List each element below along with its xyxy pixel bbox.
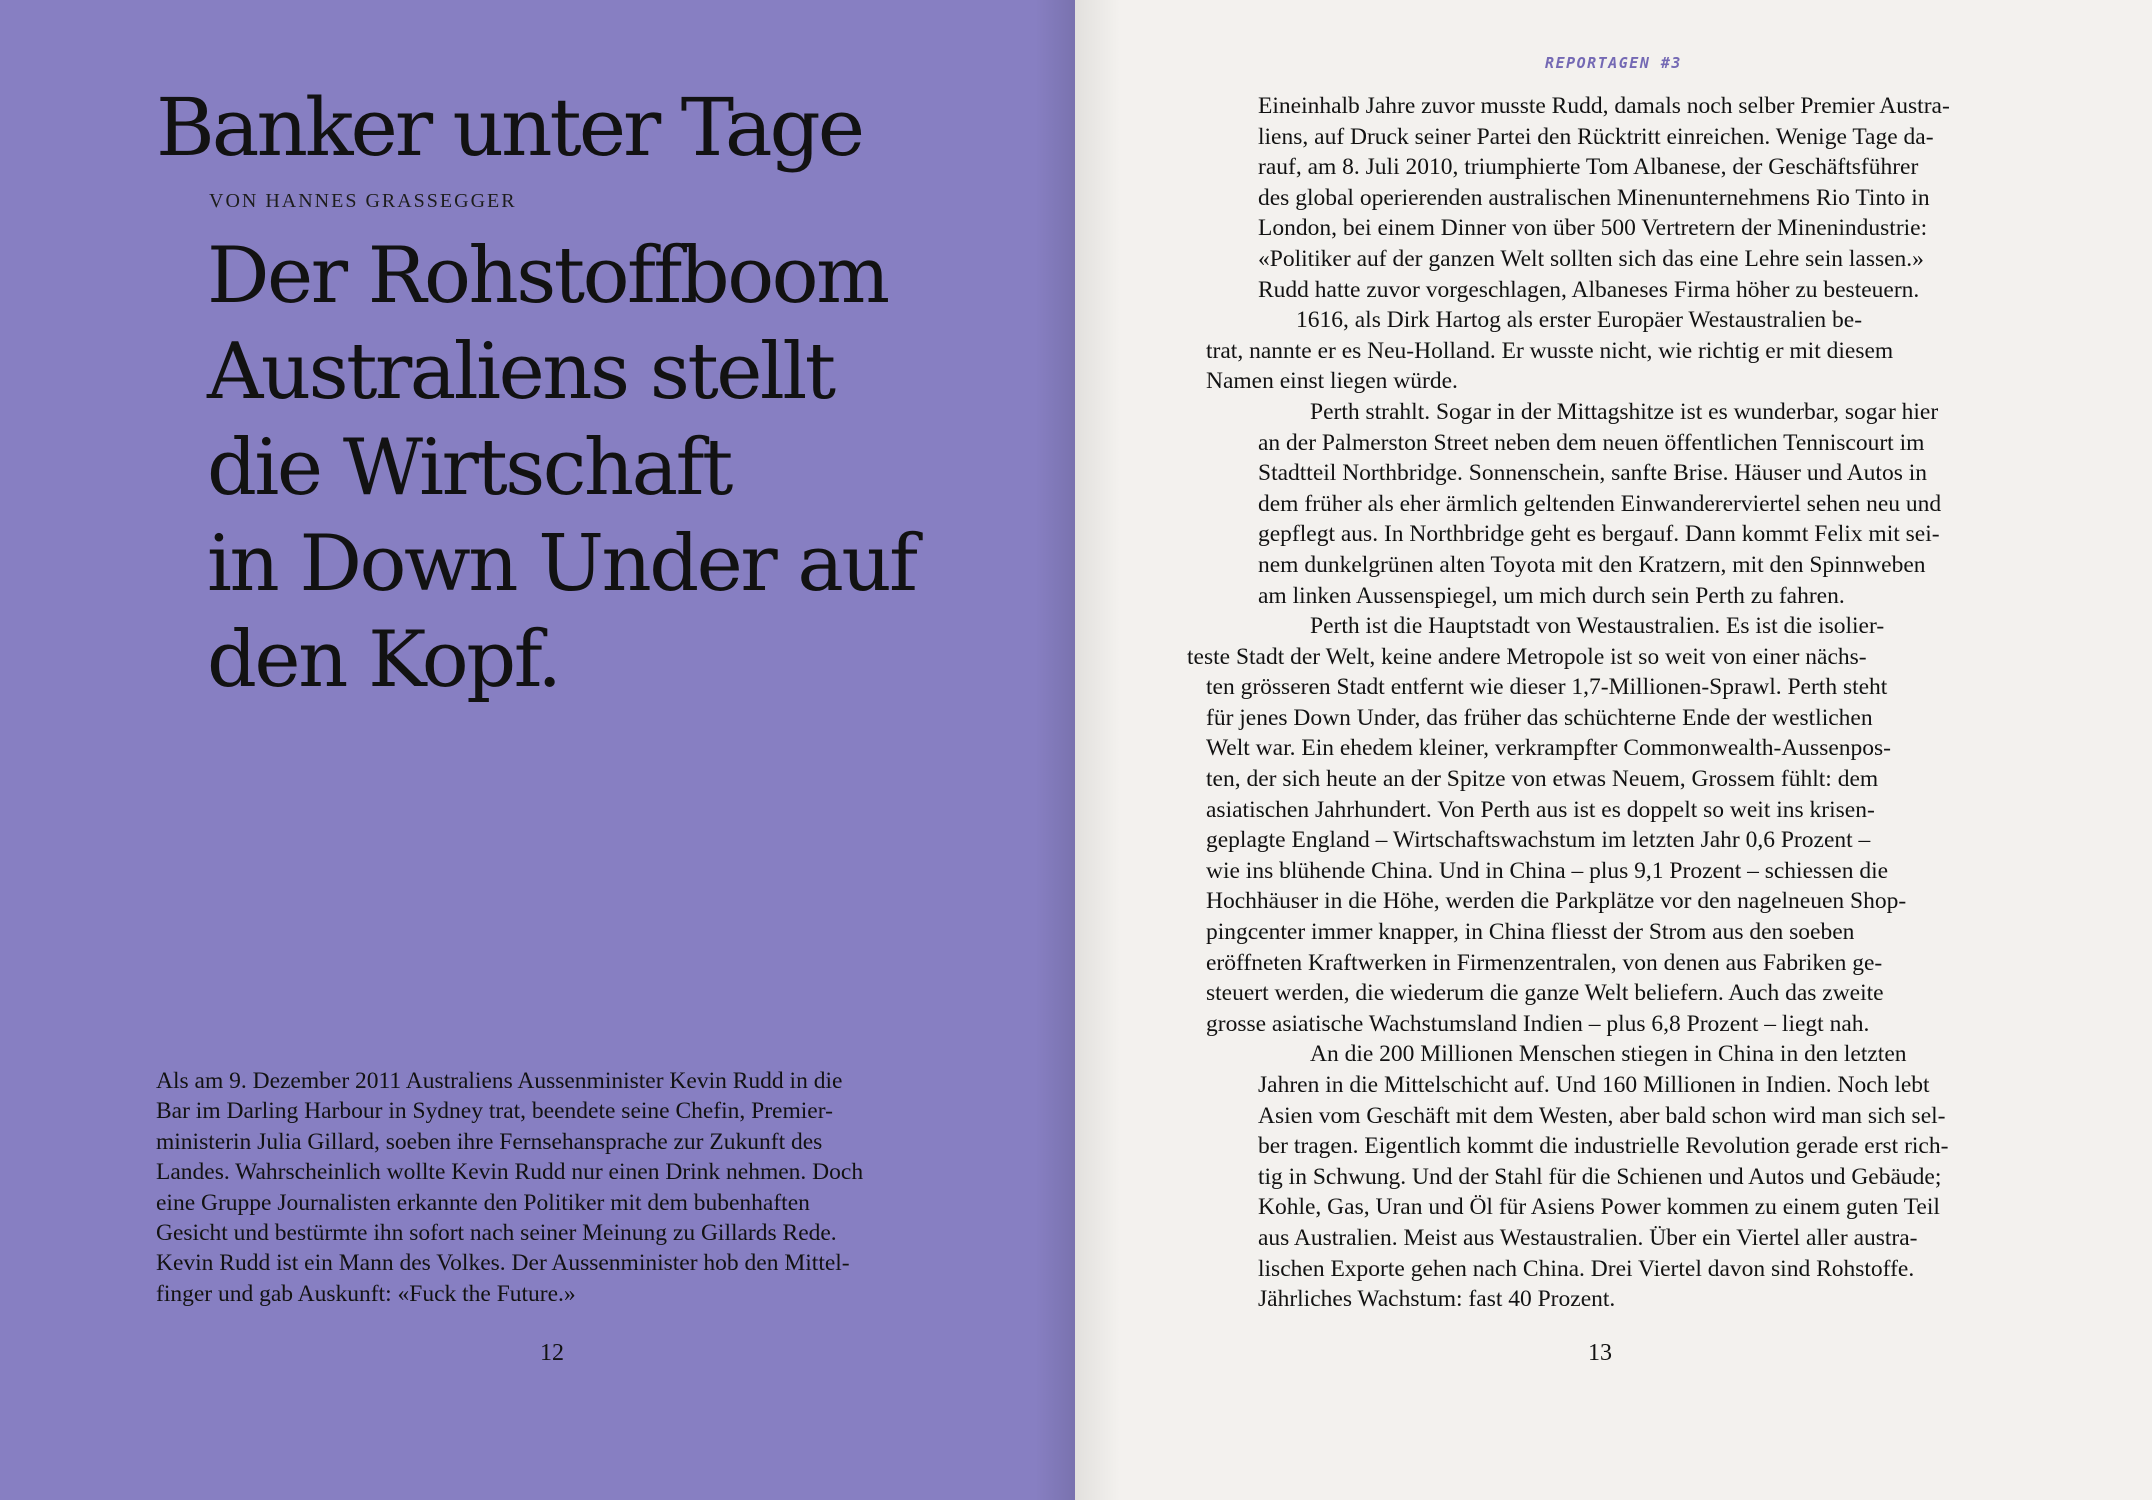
page-number-right: 13 <box>1588 1340 1612 1366</box>
lead-line: in Down Under auf <box>207 519 916 609</box>
body-line: teste Stadt der Welt, keine andere Metropole ist so weit von einer nächs- <box>1187 643 1867 670</box>
lead-line: den Kopf. <box>207 615 560 705</box>
lead-line: Der Rohstoffboom <box>207 231 888 321</box>
intro-line: eine Gruppe Journalisten erkannte den Politiker mit dem bubenhaften <box>156 1189 810 1216</box>
body-line: steuert werden, die wiederum die ganze Welt beliefern. Auch das zweite <box>1206 980 1884 1007</box>
body-line: geplagte England – Wirtschaftswachstum im letzten Jahr 0,6 Prozent – <box>1206 827 1871 854</box>
body-line: asiatischen Jahrhundert. Von Perth aus ist es doppelt so weit ins krisen- <box>1206 796 1875 823</box>
body-line: ten grösseren Stadt entfernt wie dieser 1,7-Millionen-Sprawl. Perth steht <box>1206 674 1888 701</box>
intro-line: Als am 9. Dezember 2011 Australiens Aussenminister Kevin Rudd in die <box>156 1068 843 1094</box>
body-line: rauf, am 8. Juli 2010, triumphierte Tom Albanese, der Geschäftsführer <box>1258 154 1919 181</box>
body-line: Perth ist die Hauptstadt von Westaustralien. Es ist die isolier- <box>1310 613 1885 640</box>
body-line: lischen Exporte gehen nach China. Drei Viertel davon sind Rohstoffe. <box>1258 1255 1915 1282</box>
body-line: 1616, als Dirk Hartog als erster Europäer Westaustralien be- <box>1296 307 1863 334</box>
intro-line: Landes. Wahrscheinlich wollte Kevin Rudd nur einen Drink nehmen. Doch <box>156 1159 864 1186</box>
body-line: gepflegt aus. In Northbridge geht es bergauf. Dann kommt Felix mit sei- <box>1258 521 1940 548</box>
body-line: ber tragen. Eigentlich kommt die industrielle Revolution gerade erst rich- <box>1258 1133 1949 1160</box>
body-line: wie ins blühende China. Und in China – plus 9,1 Prozent – schiessen die <box>1206 857 1889 884</box>
body-line: nem dunkelgrünen alten Toyota mit den Kratzern, mit den Spinnweben <box>1258 551 1926 578</box>
body-line: aus Australien. Meist aus Westaustralien. Über ein Viertel aller austra- <box>1258 1224 1918 1251</box>
intro-line: Gesicht und bestürmte ihn sofort nach seiner Meinung zu Gillards Rede. <box>156 1220 837 1247</box>
body-line: eröffneten Kraftwerken in Firmenzentralen, von denen aus Fabriken ge- <box>1206 949 1883 976</box>
body-line: «Politiker auf der ganzen Welt sollten sich das eine Lehre sein lassen.» <box>1258 245 1924 272</box>
body-line: trat, nannte er es Neu-Holland. Er wusste nicht, wie richtig er mit diesem <box>1206 337 1894 364</box>
gutter-shadow <box>1035 0 1075 1500</box>
intro-line: Kevin Rudd ist ein Mann des Volkes. Der Aussenminister hob den Mittel- <box>156 1250 850 1277</box>
running-head: REPORTAGEN #3 <box>1545 54 1682 72</box>
body-line: London, bei einem Dinner von über 500 Vertretern der Minenindustrie: <box>1258 215 1928 242</box>
body-line: an der Palmerston Street neben dem neuen öffentlichen Tenniscourt im <box>1258 429 1925 456</box>
body-line: Welt war. Ein ehedem kleiner, verkrampfter Commonwealth-Aussenpos- <box>1206 735 1891 762</box>
body-line: liens, auf Druck seiner Partei den Rücktritt einreichen. Wenige Tage da- <box>1258 123 1934 150</box>
body-line: Eineinhalb Jahre zuvor musste Rudd, damals noch selber Premier Austra- <box>1258 93 1950 119</box>
body-line: grosse asiatische Wachstumsland Indien – plus 6,8 Prozent – liegt nah. <box>1206 1010 1870 1037</box>
body-line: dem früher als eher ärmlich geltenden Einwandererviertel sehen neu und <box>1258 490 1942 517</box>
body-line: Kohle, Gas, Uran und Öl für Asiens Power kommen zu einem guten Teil <box>1258 1194 1940 1221</box>
body-line: An die 200 Millionen Menschen stiegen in China in den letzten <box>1310 1041 1907 1068</box>
body-line: Stadtteil Northbridge. Sonnenschein, sanfte Brise. Häuser und Autos in <box>1258 460 1927 487</box>
byline: VON HANNES GRASSEGGER <box>209 190 517 212</box>
intro-line: ministerin Julia Gillard, soeben ihre Fernsehansprache zur Zukunft des <box>156 1128 823 1155</box>
lead-line: Australiens stellt <box>207 327 834 417</box>
body-line: Namen einst liegen würde. <box>1206 368 1458 395</box>
body-line: des global operierenden australischen Minenunternehmens Rio Tinto in <box>1258 184 1930 211</box>
body-line: Rudd hatte zuvor vorgeschlagen, Albaneses Firma höher zu besteuern. <box>1258 276 1920 303</box>
body-line: Asien vom Geschäft mit dem Westen, aber bald schon wird man sich sel- <box>1258 1102 1946 1129</box>
article-title: Banker unter Tage <box>156 81 863 174</box>
article-body <box>1075 91 2152 1315</box>
lead-line: die Wirtschaft <box>207 423 731 513</box>
body-line: für jenes Down Under, das früher das schüchterne Ende der westlichen <box>1206 704 1873 731</box>
left-page <box>0 0 1075 1500</box>
body-line: Perth strahlt. Sogar in der Mittagshitze ist es wunderbar, sogar hier <box>1310 398 1939 425</box>
page-number-left: 12 <box>540 1340 564 1366</box>
article-lead <box>207 228 987 708</box>
body-line: am linken Aussenspiegel, um mich durch sein Perth zu fahren. <box>1258 582 1845 609</box>
body-line: ten, der sich heute an der Spitze von etwas Neuem, Grossem fühlt: dem <box>1206 766 1879 793</box>
right-page <box>1075 0 2152 1500</box>
intro-paragraph <box>156 1066 916 1309</box>
body-line: Hochhäuser in die Höhe, werden die Parkplätze vor den nagelneuen Shop- <box>1206 888 1907 915</box>
intro-line: Bar im Darling Harbour in Sydney trat, beendete seine Chefin, Premier- <box>156 1098 833 1125</box>
body-line: tig in Schwung. Und der Stahl für die Schienen und Autos und Gebäude; <box>1258 1163 1942 1190</box>
intro-line: finger und gab Auskunft: «Fuck the Future.» <box>156 1280 576 1307</box>
body-line: Jahren in die Mittelschicht auf. Und 160 Millionen in Indien. Noch lebt <box>1258 1072 1930 1098</box>
body-line: Jährliches Wachstum: fast 40 Prozent. <box>1258 1286 1616 1313</box>
body-line: pingcenter immer knapper, in China fliesst der Strom aus den soeben <box>1206 919 1855 946</box>
